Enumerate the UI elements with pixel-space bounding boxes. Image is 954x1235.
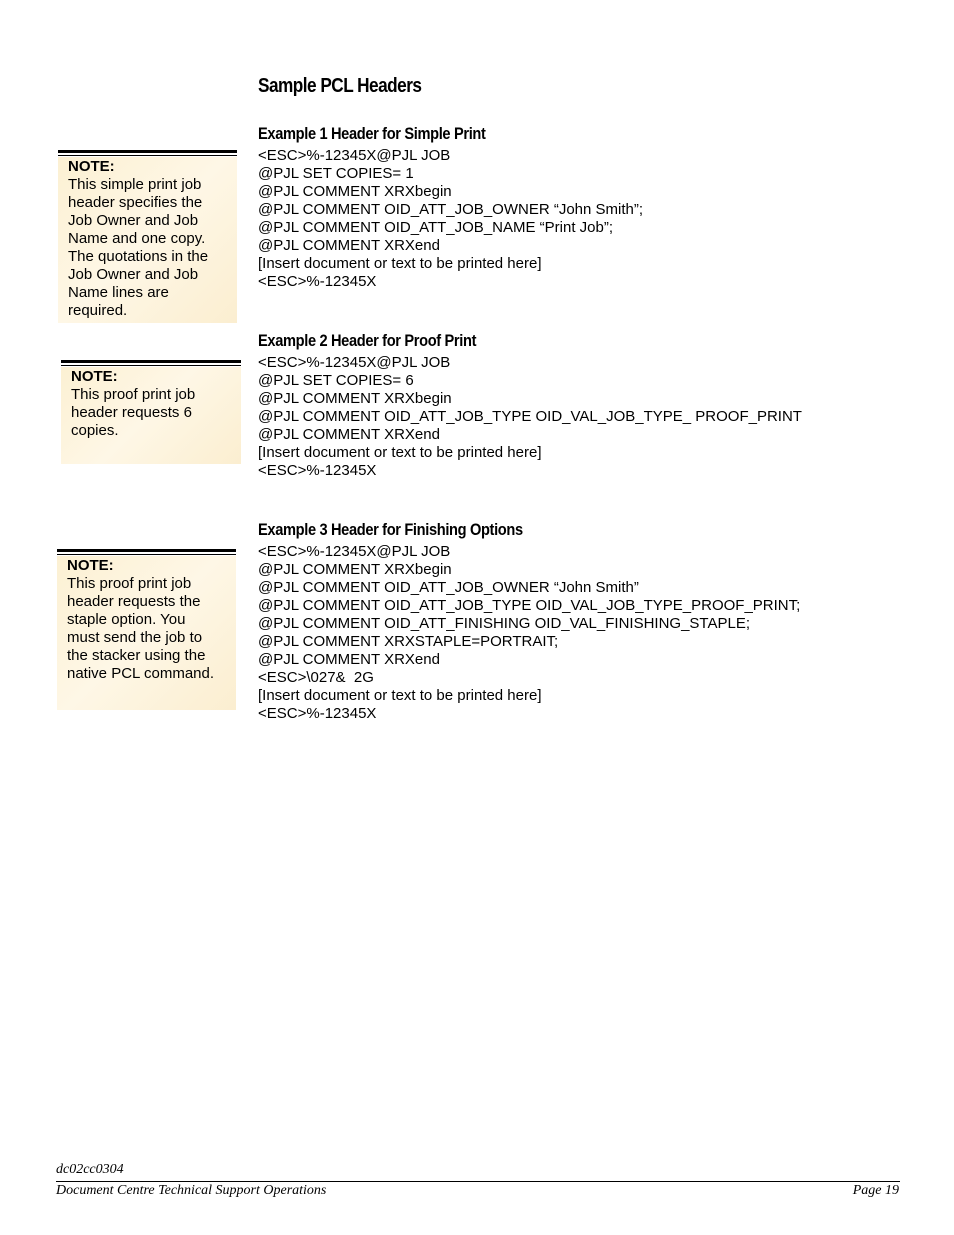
code-line: @PJL COMMENT XRXbegin	[258, 390, 452, 407]
note-text: native PCL command.	[67, 665, 215, 682]
code-line: <ESC>\027& 2G	[258, 669, 374, 686]
code-line: [Insert document or text to be printed here]	[258, 444, 542, 461]
note-text: The quotations in the	[68, 248, 209, 265]
note-text: must send the job to	[67, 629, 203, 646]
note-text: Job Owner and Job	[68, 212, 199, 229]
note-box-2	[61, 360, 241, 464]
code-line: @PJL SET COPIES= 1	[258, 165, 414, 182]
code-line: @PJL COMMENT OID_ATT_JOB_OWNER “John Smith”	[258, 579, 639, 596]
note-text: Job Owner and Job	[68, 266, 199, 283]
footer-divider	[56, 1181, 900, 1182]
code-line: <ESC>%-12345X	[258, 273, 377, 290]
code-line: [Insert document or text to be printed here]	[258, 687, 542, 704]
footer-title: Document Centre Technical Support Operations	[56, 1183, 327, 1198]
code-line: @PJL COMMENT XRXbegin	[258, 183, 452, 200]
code-line: [Insert document or text to be printed here]	[258, 255, 542, 272]
example-3-code	[258, 543, 800, 723]
footer-page-number: Page 19	[852, 1183, 899, 1198]
note-text: required.	[68, 302, 128, 319]
note-rule	[58, 150, 237, 157]
example-1-section	[258, 123, 643, 291]
note-box-3	[57, 549, 236, 710]
page-title: Sample PCL Headers	[258, 75, 422, 97]
code-line: @PJL COMMENT OID_ATT_JOB_TYPE OID_VAL_JOB_TYPE_PROOF_PRINT;	[258, 597, 801, 614]
example-3-heading: Example 3 Header for Finishing Options	[258, 520, 523, 539]
note-text: header specifies the	[68, 194, 203, 211]
note-label: NOTE:	[67, 557, 114, 574]
example-2-code	[258, 354, 802, 480]
footer-doc-code: dc02cc0304	[56, 1162, 124, 1177]
note-text: This proof print job	[71, 386, 196, 403]
example-3-section	[258, 519, 800, 723]
note-text: header requests the	[67, 593, 201, 610]
note-text: Name lines are	[68, 284, 169, 301]
note-text: the stacker using the	[67, 647, 206, 664]
note-text: copies.	[71, 422, 119, 439]
code-line: @PJL SET COPIES= 6	[258, 372, 414, 389]
code-line: @PJL COMMENT OID_ATT_JOB_TYPE OID_VAL_JOB_TYPE_ PROOF_PRINT	[258, 408, 802, 425]
code-line: <ESC>%-12345X@PJL JOB	[258, 354, 451, 371]
note-label: NOTE:	[71, 368, 118, 385]
note-text: This simple print job	[68, 176, 202, 193]
code-line: @PJL COMMENT XRXSTAPLE=PORTRAIT;	[258, 633, 559, 650]
example-2-heading: Example 2 Header for Proof Print	[258, 331, 477, 350]
example-1-heading: Example 1 Header for Simple Print	[258, 124, 486, 143]
note-rule	[57, 549, 236, 556]
code-line: @PJL COMMENT OID_ATT_FINISHING OID_VAL_FINISHING_STAPLE;	[258, 615, 750, 632]
code-line: <ESC>%-12345X	[258, 462, 377, 479]
code-line: @PJL COMMENT XRXend	[258, 426, 440, 443]
note-text: This proof print job	[67, 575, 192, 592]
example-2-section	[258, 330, 802, 480]
note-label: NOTE:	[68, 158, 115, 175]
note-text: header requests 6	[71, 404, 192, 421]
code-line: @PJL COMMENT OID_ATT_JOB_NAME “Print Job”;	[258, 219, 614, 236]
code-line: <ESC>%-12345X@PJL JOB	[258, 543, 451, 560]
note-rule	[61, 360, 241, 367]
code-line: @PJL COMMENT XRXbegin	[258, 561, 452, 578]
code-line: <ESC>%-12345X	[258, 705, 377, 722]
code-line: @PJL COMMENT OID_ATT_JOB_OWNER “John Smith”;	[258, 201, 644, 218]
note-box-1	[58, 150, 237, 323]
note-text: staple option. You	[67, 611, 186, 628]
example-1-code	[258, 147, 643, 291]
code-line: @PJL COMMENT XRXend	[258, 651, 440, 668]
code-line: @PJL COMMENT XRXend	[258, 237, 440, 254]
note-text: Name and one copy.	[68, 230, 206, 247]
code-line: <ESC>%-12345X@PJL JOB	[258, 147, 451, 164]
